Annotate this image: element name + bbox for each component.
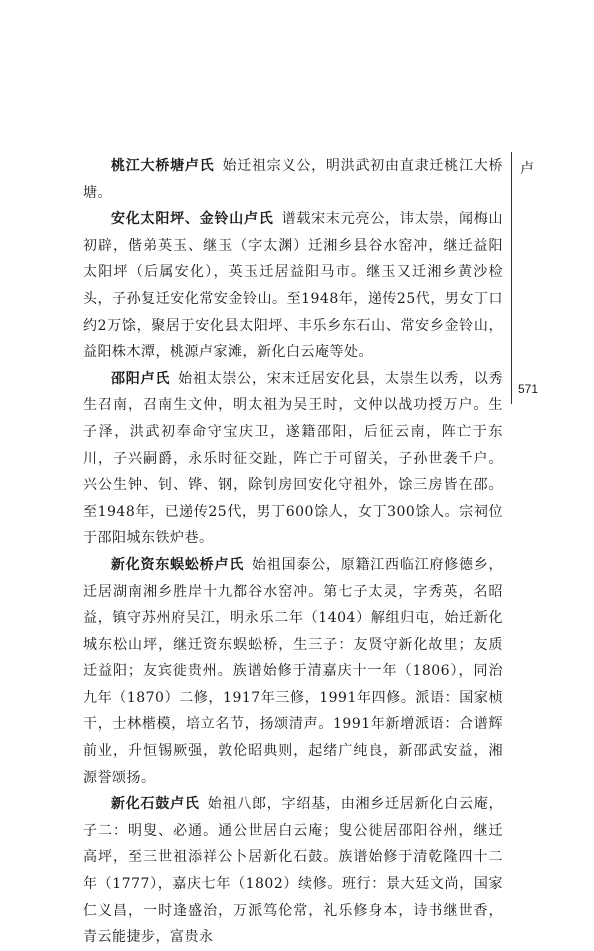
clan-entry-body: 始祖八郎，字绍基，由湘乡迁居新化白云庵，子二：明叟、必通。通公世居白云庵；叟公徙居邵阳谷州，继迁高坪，至三世祖添祥公卜居新化石鼓。族谱始修于清乾隆四十二年（1777），嘉庆七年（1802）续修。班行：景大廷文尚，国家仁义昌，一时逢盛治，万派笃伦常，礼乐修身本，诗书继世香，青云能捷步，富贵永: [83, 796, 504, 946]
clan-entry-body: 始迁祖宗义公，明洪武初由直隶迁桃江大桥塘。: [83, 158, 504, 201]
clan-entry-body: 始祖国泰公，原籍江西临江府修德乡，迁居湖南湘乡胜岸十九都谷水窑冲。第七子太灵，字秀英，名昭益，镇守苏州府吴江，明永乐二年（1404）解组归屯，始迁新化城东松山坪，继迁资东蜈蚣桥，生三子：友贤守新化故里；友质迁益阳；友宾徙贵州。族谱始修于清嘉庆十一年（1806），同治九年（1870）二修，1917年三修，1991年四修。派语：国家桢干，士林楷模，培立名节，扬颂清声。1991年新增派语：合谱辉前业，升恒锡厥强，敦伦昭典则，起绪广纯良，新邵武安益，湘源誉颂扬。: [83, 556, 504, 786]
clan-entry: [83, 552, 503, 791]
margin-surname-char: 卢: [520, 161, 534, 177]
clan-entry-body: 谱载宋末元亮公，讳太崇，闻梅山初辟，偕弟英玉、继玉（字太渊）迁湘乡县谷水窑冲，继迁益阳太阳坪（后属安化），英玉迁居益阳马市。继玉又迁湘乡黄沙检头，子孙复迁安化常安金铃山。至1948年，递传25代，男女丁口约2万馀，聚居于安化县太阳坪、丰乐乡东石山、常安乡金铃山，益阳株木潭，桃源卢家滩，新化白云庵等处。: [83, 211, 504, 361]
clan-entry-body: 始祖太崇公，宋末迁居安化县，太崇生以秀，以秀生召南，召南生文仲，明太祖为吴王时，文仲以战功授万户。生子泽，洪武初奉命守宝庆卫，遂籍邵阳，后征云南，阵亡于东川，子兴嗣爵，永乐时征交趾，阵亡于可留关，子孙世袭千户。兴公生钟、钊、铧、钢，除钊房回安化守祖外，馀三房皆在邵。至1948年，已递传25代，男丁600馀人，女丁300馀人。宗祠位于邵阳城东铁炉巷。: [83, 370, 504, 547]
clan-entry-title: 邵阳卢氏: [111, 370, 171, 387]
clan-entry: [83, 366, 503, 552]
clan-entry-title: 安化太阳坪、金铃山卢氏: [111, 211, 274, 228]
clan-entry-title: 新化石鼓卢氏: [111, 796, 200, 813]
margin-divider-line: [511, 152, 512, 404]
page-number: 571: [518, 382, 539, 396]
clan-entry-title: 新化资东蜈蚣桥卢氏: [111, 556, 245, 573]
clan-entry: [83, 206, 503, 366]
clan-entry-title: 桃江大桥塘卢氏: [111, 158, 215, 174]
clan-entry: [83, 791, 503, 951]
page-body: [83, 153, 503, 951]
clan-entry: [83, 153, 503, 206]
